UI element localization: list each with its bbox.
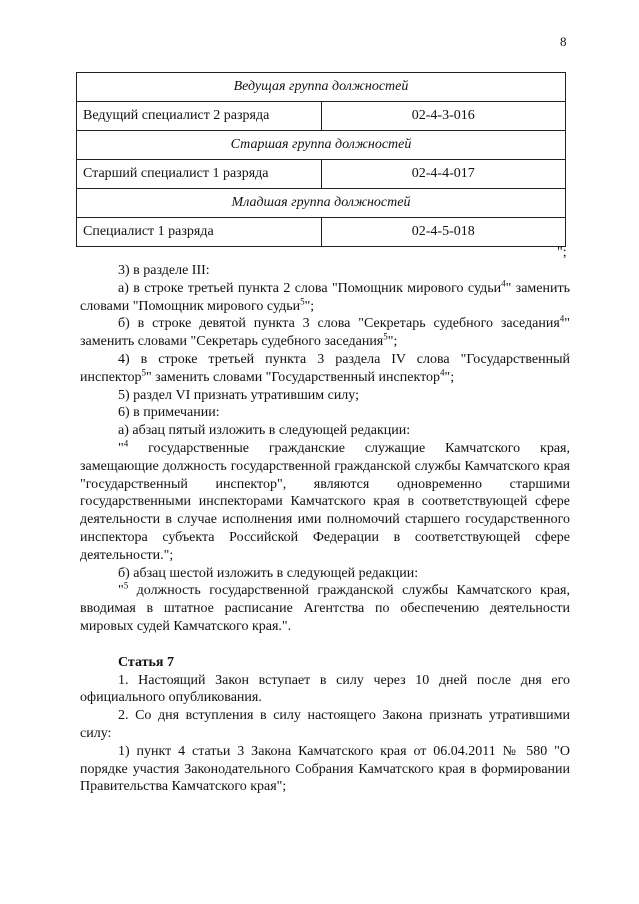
paragraph: 2. Со дня вступления в силу настоящего Закона признать утратившими силу: (80, 708, 570, 741)
position-name: Ведущий специалист 2 разряда (77, 102, 322, 131)
table-row-group (77, 131, 566, 160)
table-row (77, 218, 566, 247)
group-title: Старшая группа должностей (77, 131, 566, 160)
paragraph: 1. Настоящий Закон вступает в силу через 10 дней после дня его официального опубликования. (80, 672, 570, 706)
paragraph: 4) в строке третьей пункта 3 раздела IV слова "Государственный инспектор$^5$" заменить словами "Государственный инспектор$^4$"; (80, 351, 570, 385)
position-code: 02-4-4-017 (321, 160, 566, 189)
document-body (80, 262, 570, 796)
paragraph: 6) в примечании: (118, 405, 220, 421)
paragraph: а) абзац пятый изложить в следующей редакции: (118, 423, 411, 439)
position-name: Старший специалист 1 разряда (77, 160, 322, 189)
paragraph: "$^5$ должность государственной гражданской службы Камчатского края, вводимая в штатное расписание Агентства по обеспечению деятельности мировых судей Камчатского края.". (80, 580, 570, 634)
table-row-group (77, 189, 566, 218)
table-row (77, 102, 566, 131)
page-number: 8 (560, 34, 567, 49)
table-closing-quote: "; (557, 245, 567, 260)
position-name: Специалист 1 разряда (77, 218, 322, 247)
paragraph: 3) в разделе III: (118, 263, 210, 278)
positions-table (76, 72, 566, 247)
position-code: 02-4-5-018 (321, 218, 566, 247)
article-heading: Статья 7 (118, 654, 174, 670)
table-row-group (77, 73, 566, 102)
table-row (77, 160, 566, 189)
group-title: Младшая группа должностей (77, 189, 566, 218)
paragraph: 5) раздел VI признать утратившим силу; (118, 387, 360, 403)
paragraph: а) в строке третьей пункта 2 слова "Помощник мирового судьи$^4$" заменить словами "Помощник мирового судьи$^5$"; (80, 278, 570, 314)
paragraph: б) абзац шестой изложить в следующей редакции: (118, 565, 419, 581)
paragraph: б) в строке девятой пункта 3 слова "Секретарь судебного заседания$^4$" заменить словами "Секретарь судебного заседания$^5$"; (80, 313, 570, 350)
position-code: 02-4-3-016 (321, 102, 566, 131)
paragraph: 1) пункт 4 статьи 3 Закона Камчатского края от 06.04.2011 № 580 "О порядке участия Законодательного Собрания Камчатского края в формировании Правительства Камчатского края"; (80, 743, 570, 795)
group-title: Ведущая группа должностей (77, 73, 566, 102)
paragraph: "$^4$ государственные гражданские служащие Камчатского края, замещающие должность государственной гражданской службы Камчатского края "государственный инспектор", являются одновременно старшими государственными инспекторами Камчатского края в соответствующей сфере деятельности в случае исполнения ими полномочий старшего государственного инспектора субъекта Российской Федерации в соответствующей сфере деятельности."; (80, 438, 570, 563)
